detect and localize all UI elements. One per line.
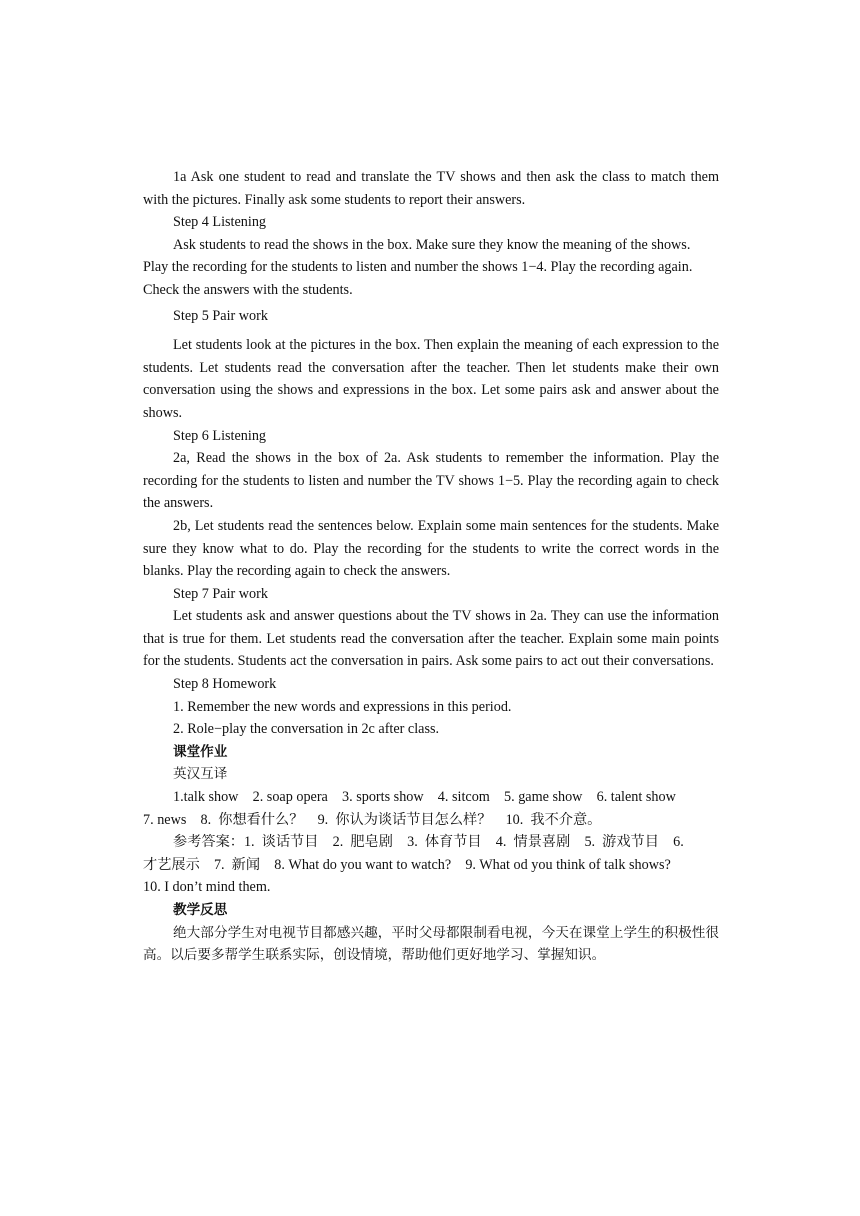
step4-paragraph: Ask students to read the shows in the box. Make sure they know the meaning of the shows. Play the recording for the students to listen and number the shows 1−4. Play the recording again. Check the answers with the students.	[143, 236, 693, 298]
reflection-paragraph: 绝大部分学生对电视节目都感兴趣，平时父母都限制看电视，今天在课堂上学生的积极性很高。以后要多帮学生联系实际，创设情境，帮助他们更好地学习、掌握知识。	[143, 924, 719, 964]
step6-2a-paragraph: 2a, Read the shows in the box of 2a. Ask students to remember the information. Play the recording for the students to listen and number the TV shows 1−5. Play the recording again to check the answers.	[143, 450, 719, 512]
answer-line-1: 参考答案：1. 谈话节目 2. 肥皂剧 3. 体育节目 4. 情景喜剧 5. 游戏节目 6.	[173, 834, 684, 851]
exercise-line-2: 7. news 8. 你想看什么？ 9. 你认为谈话节目怎么样？ 10. 我不介意。	[143, 811, 602, 828]
step7-title: Step 7 Pair work	[173, 585, 268, 602]
step8-item-1: 1. Remember the new words and expressions in this period.	[173, 698, 512, 715]
answer-line-3: 10. I don’t mind them.	[143, 879, 271, 896]
classwork-heading: 课堂作业	[173, 743, 228, 760]
exercise-line-1: 1.talk show 2. soap opera 3. sports show 4. sitcom 5. game show 6. talent show	[173, 789, 676, 806]
translation-exercise	[143, 786, 719, 831]
step6-2b-paragraph: 2b, Let students read the sentences below. Explain some main sentences for the students. Make sure they know what to do. Play the recording for the students to write the correct words in the blanks. Play the recording again to check the answers.	[143, 517, 719, 580]
step6-title: Step 6 Listening	[173, 427, 267, 444]
step7-paragraph: Let students ask and answer questions about the TV shows in 2a. They can use the information that is true for them. Let students read the conversation after the teacher. Explain some main points for the students. Students act the conversation in pairs. Ask some pairs to act out their conversations.	[143, 608, 719, 670]
answer-key	[143, 831, 719, 899]
classwork-subheading: 英汉互译	[173, 766, 228, 783]
answer-line-2: 才艺展示 7. 新闻 8. What do you want to watch? 9. What od you think of talk shows?	[143, 856, 671, 873]
step5-title: Step 5 Pair work	[173, 307, 268, 324]
document-page	[143, 166, 719, 967]
step5-paragraph: Let students look at the pictures in the box. Then explain the meaning of each expression to the students. Let students read the conversation after the teacher. Then let students make their own conversation using the shows and expressions in the box. Let some pairs ask and answer about the shows.	[143, 337, 719, 421]
reflection-heading: 教学反思	[173, 902, 228, 918]
step8-item-2: 2. Role−play the conversation in 2c after class.	[173, 721, 440, 738]
step3-1a-paragraph: 1a Ask one student to read and translate the TV shows and then ask the class to match them with the pictures. Finally ask some students to report their answers.	[143, 169, 719, 208]
step4-title: Step 4 Listening	[173, 214, 267, 231]
step8-title: Step 8 Homework	[173, 676, 277, 693]
